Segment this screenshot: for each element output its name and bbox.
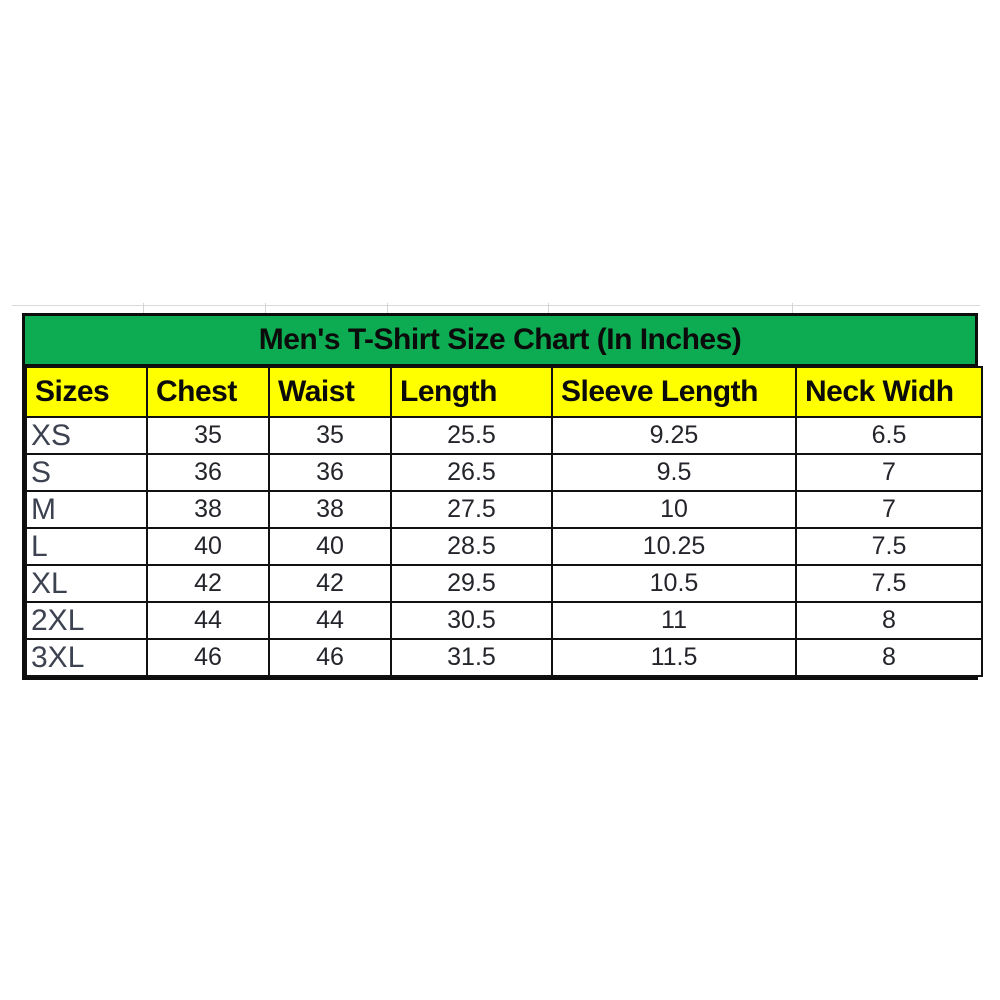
value-cell: 46 — [147, 639, 269, 676]
value-cell: 7 — [796, 454, 982, 491]
value-cell: 46 — [269, 639, 391, 676]
value-cell: 8 — [796, 639, 982, 676]
value-cell: 44 — [147, 602, 269, 639]
value-cell: 28.5 — [391, 528, 552, 565]
value-cell: 31.5 — [391, 639, 552, 676]
table-row — [26, 491, 982, 528]
value-cell: 36 — [147, 454, 269, 491]
size-cell: XS — [26, 417, 147, 454]
value-cell: 8 — [796, 602, 982, 639]
gridline-stub — [792, 303, 793, 313]
column-header-sleeve-length: Sleeve Length — [552, 367, 796, 417]
value-cell: 10 — [552, 491, 796, 528]
gridline-stub — [143, 303, 144, 313]
header-row — [26, 367, 982, 417]
value-cell: 44 — [269, 602, 391, 639]
gridline-stub — [387, 303, 388, 313]
size-cell: S — [26, 454, 147, 491]
value-cell: 10.25 — [552, 528, 796, 565]
table-row — [26, 528, 982, 565]
column-header-chest: Chest — [147, 367, 269, 417]
size-chart — [22, 313, 978, 680]
value-cell: 40 — [147, 528, 269, 565]
value-cell: 29.5 — [391, 565, 552, 602]
value-cell: 36 — [269, 454, 391, 491]
value-cell: 35 — [147, 417, 269, 454]
chart-title: Men's T-Shirt Size Chart (In Inches) — [25, 316, 975, 366]
value-cell: 9.25 — [552, 417, 796, 454]
value-cell: 11 — [552, 602, 796, 639]
value-cell: 35 — [269, 417, 391, 454]
value-cell: 26.5 — [391, 454, 552, 491]
value-cell: 38 — [269, 491, 391, 528]
value-cell: 7 — [796, 491, 982, 528]
column-header-length: Length — [391, 367, 552, 417]
value-cell: 42 — [147, 565, 269, 602]
value-cell: 6.5 — [796, 417, 982, 454]
value-cell: 10.5 — [552, 565, 796, 602]
gridline-stub — [548, 303, 549, 313]
value-cell: 27.5 — [391, 491, 552, 528]
size-cell: 3XL — [26, 639, 147, 676]
gridline-stub — [265, 303, 266, 313]
table-row — [26, 639, 982, 676]
value-cell: 30.5 — [391, 602, 552, 639]
column-header-waist: Waist — [269, 367, 391, 417]
value-cell: 42 — [269, 565, 391, 602]
column-header-sizes: Sizes — [26, 367, 147, 417]
value-cell: 11.5 — [552, 639, 796, 676]
size-cell: XL — [26, 565, 147, 602]
size-cell: L — [26, 528, 147, 565]
size-chart-table — [25, 366, 983, 677]
size-cell: 2XL — [26, 602, 147, 639]
value-cell: 40 — [269, 528, 391, 565]
value-cell: 38 — [147, 491, 269, 528]
column-header-neck-width: Neck Widh — [796, 367, 982, 417]
table-row — [26, 454, 982, 491]
value-cell: 7.5 — [796, 565, 982, 602]
gridline-horizontal — [12, 305, 980, 306]
size-cell: M — [26, 491, 147, 528]
value-cell: 7.5 — [796, 528, 982, 565]
value-cell: 25.5 — [391, 417, 552, 454]
table-row — [26, 602, 982, 639]
table-row — [26, 565, 982, 602]
value-cell: 9.5 — [552, 454, 796, 491]
table-row — [26, 417, 982, 454]
